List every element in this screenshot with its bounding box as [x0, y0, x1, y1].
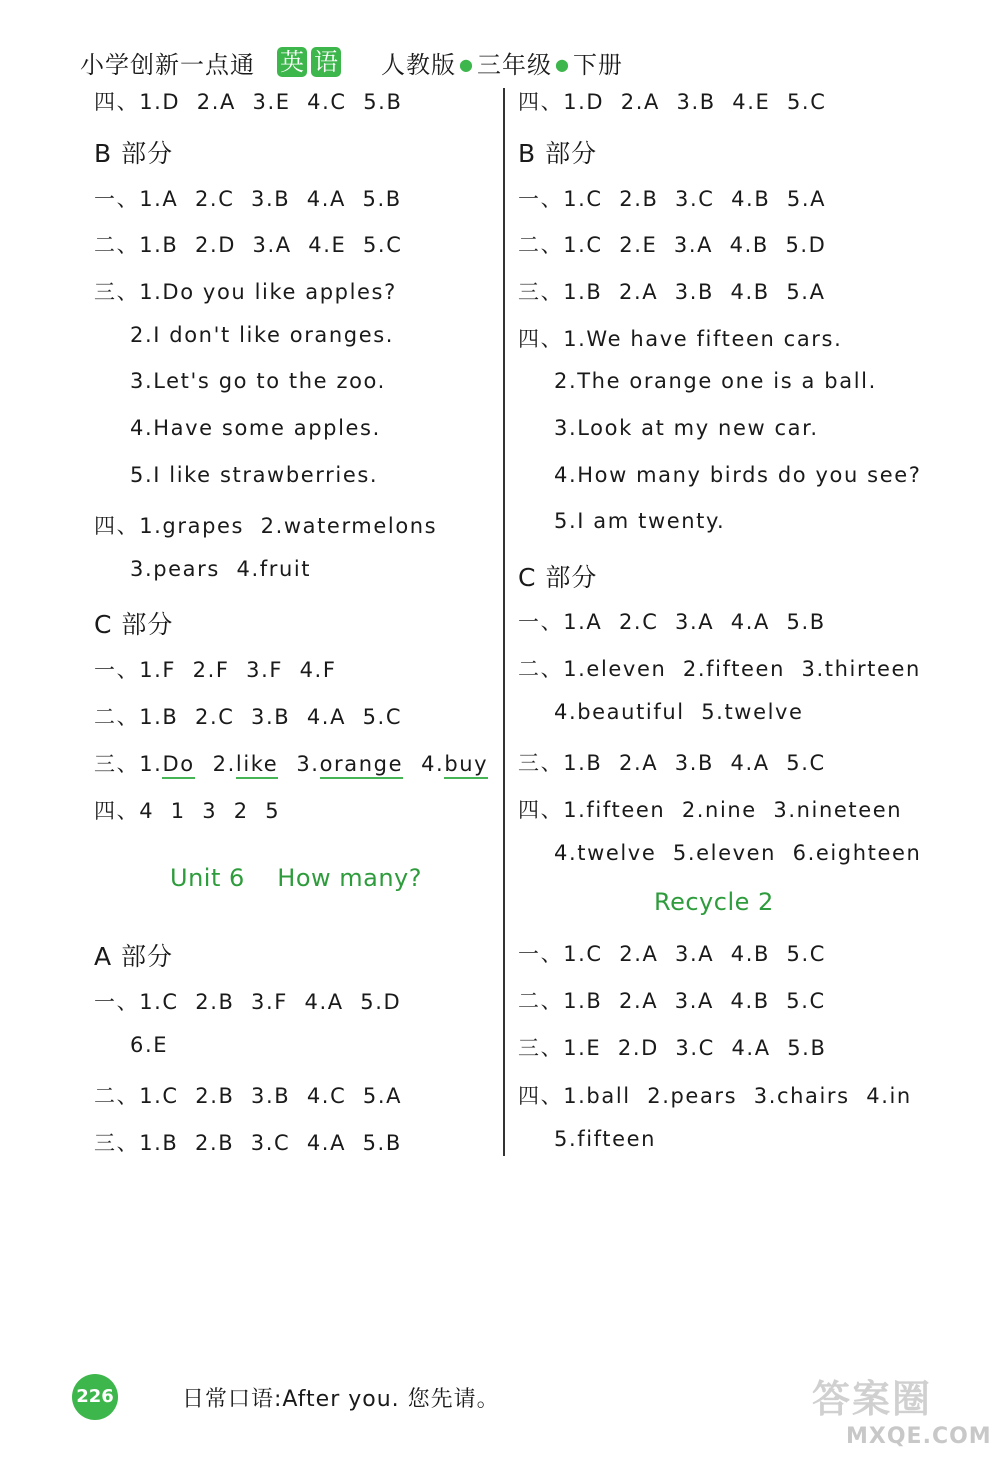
- edition-grade: 三年级: [476, 50, 552, 79]
- answer-line: 4.twelve 5.eleven 6.eighteen: [554, 841, 922, 865]
- answer-line: 一、1.C 2.A 3.A 4.B 5.C: [518, 942, 827, 966]
- answer-line: 二、1.B 2.D 3.A 4.E 5.C: [94, 233, 403, 257]
- page-footer: [72, 1374, 500, 1420]
- answer-line: 四、1.fifteen 2.nine 3.nineteen: [518, 798, 903, 822]
- answer-line: 6.E: [130, 1033, 169, 1057]
- column-divider: [503, 88, 505, 1156]
- answer-line: 二、1.eleven 2.fifteen 3.thirteen: [518, 657, 921, 681]
- item-number: 2.: [212, 752, 236, 776]
- answer-line: 一、1.C 2.B 3.F 4.A 5.D: [94, 990, 402, 1014]
- answer-line: 5.fifteen: [554, 1127, 657, 1151]
- answer-line: 3.Look at my new car.: [554, 416, 819, 440]
- section-heading: B 部分: [94, 139, 174, 168]
- fill-blank-answer-line: [94, 748, 488, 778]
- watermark-url: MXQE.COM: [846, 1424, 992, 1449]
- daily-phrase: 日常口语:After you. 您先请。: [182, 1386, 500, 1412]
- underlined-answer: orange: [320, 752, 404, 779]
- answer-line: 一、1.F 2.F 3.F 4.F: [94, 658, 337, 682]
- answer-line: 2.The orange one is a ball.: [554, 369, 877, 393]
- answer-line: 四、1.D 2.A 3.B 4.E 5.C: [518, 90, 827, 114]
- section-heading: C 部分: [518, 563, 598, 592]
- edition-info: [381, 45, 623, 80]
- answer-line: 一、1.A 2.C 3.B 4.A 5.B: [94, 187, 402, 211]
- subject-badge: [277, 47, 345, 77]
- answer-line: 4.beautiful 5.twelve: [554, 700, 804, 724]
- answer-line: 四、4 1 3 2 5: [94, 799, 281, 823]
- edition-volume: 下册: [572, 50, 623, 79]
- section-heading: C 部分: [94, 610, 174, 639]
- section-heading: A 部分: [94, 942, 174, 971]
- answer-line: 5.I like strawberries.: [130, 463, 379, 487]
- answer-line: 3.Let's go to the zoo.: [130, 369, 386, 393]
- item-number: 1.: [139, 752, 163, 776]
- answer-line: 4.How many birds do you see?: [554, 463, 922, 487]
- answer-line: 5.I am twenty.: [554, 509, 726, 533]
- answer-line: 四、1.We have fifteen cars.: [518, 327, 843, 351]
- answer-line: 一、1.A 2.C 3.A 4.A 5.B: [518, 610, 826, 634]
- answer-line: 二、1.C 2.B 3.B 4.C 5.A: [94, 1084, 403, 1108]
- answer-line: 四、1.D 2.A 3.E 4.C 5.B: [94, 90, 403, 114]
- underlined-answer: Do: [162, 752, 194, 779]
- watermark-logo: 答案圈: [812, 1377, 933, 1421]
- subject-char: 语: [311, 47, 341, 77]
- unit-title: Recycle 2: [654, 888, 774, 916]
- answer-line: 三、1.B 2.A 3.B 4.B 5.A: [518, 280, 826, 304]
- answer-line: 三、1.Do you like apples?: [94, 280, 397, 304]
- answer-line: 四、1.grapes 2.watermelons: [94, 514, 438, 538]
- answer-line: 三、1.E 2.D 3.C 4.A 5.B: [518, 1036, 827, 1060]
- separator-dot: ●: [554, 54, 570, 74]
- question-number: 三、: [94, 752, 140, 776]
- answer-line: 一、1.C 2.B 3.C 4.B 5.A: [518, 187, 827, 211]
- answer-line: 3.pears 4.fruit: [130, 557, 312, 581]
- separator-dot: ●: [459, 54, 474, 74]
- answer-line: 2.I don't like oranges.: [130, 323, 395, 347]
- answer-line: 三、1.B 2.A 3.B 4.A 5.C: [518, 751, 826, 775]
- item-number: 4.: [421, 752, 445, 776]
- answer-line: 二、1.B 2.A 3.A 4.B 5.C: [518, 989, 826, 1013]
- book-title: 小学创新一点通: [80, 50, 255, 79]
- item-number: 3.: [296, 752, 320, 776]
- unit-title: Unit 6 How many?: [170, 864, 422, 892]
- answer-line: 二、1.B 2.C 3.B 4.A 5.C: [94, 705, 403, 729]
- page-number-badge: 226: [72, 1374, 118, 1420]
- edition-publisher: 人教版: [381, 50, 456, 79]
- answer-line: 4.Have some apples.: [130, 416, 381, 440]
- answer-line: 二、1.C 2.E 3.A 4.B 5.D: [518, 233, 827, 257]
- subject-char: 英: [277, 47, 307, 77]
- answer-line: 四、1.ball 2.pears 3.chairs 4.in: [518, 1084, 912, 1108]
- section-heading: B 部分: [518, 139, 598, 168]
- answer-line: 三、1.B 2.B 3.C 4.A 5.B: [94, 1131, 402, 1155]
- underlined-answer: like: [236, 752, 278, 779]
- page-header: [80, 40, 623, 84]
- underlined-answer: buy: [444, 752, 488, 779]
